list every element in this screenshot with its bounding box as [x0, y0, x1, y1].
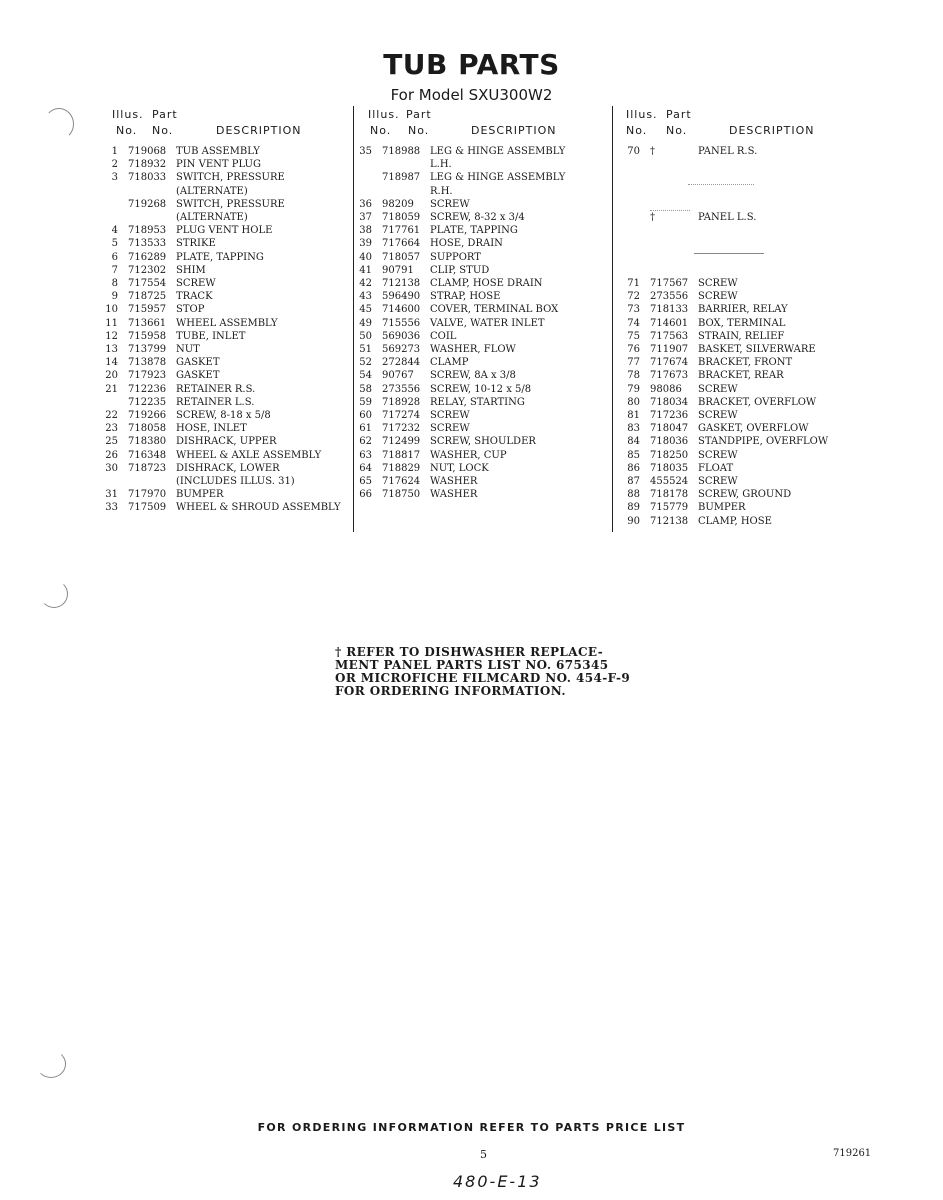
- part-description: SWITCH, PRESSURE: [176, 198, 285, 210]
- part-number: 713533: [128, 238, 167, 250]
- illus-number: 64: [359, 462, 372, 474]
- blank-entry-line: [694, 253, 764, 254]
- illus-number: 83: [627, 423, 640, 435]
- part-description: SCREW: [430, 410, 470, 421]
- part-number: 90791: [382, 264, 414, 276]
- part-description: PLATE, TAPPING: [430, 225, 518, 237]
- illus-number: 5: [111, 238, 118, 250]
- part-label: Part: [152, 108, 178, 121]
- part-number: 713661: [128, 317, 167, 329]
- no-label: No.: [370, 124, 392, 137]
- part-description: SCREW, SHOULDER: [430, 436, 536, 448]
- illus-number: 84: [627, 436, 640, 448]
- blank-entry-line: [650, 210, 690, 211]
- part-number: 569273: [382, 344, 421, 355]
- part-description: HOSE, DRAIN: [430, 238, 503, 250]
- part-description: SUPPORT: [430, 251, 481, 263]
- part-number: 718059: [382, 212, 421, 223]
- part-description: GASKET: [176, 370, 220, 382]
- illus-number: 39: [359, 238, 372, 250]
- illus-number: 90: [627, 515, 640, 527]
- part-number: 718133: [650, 304, 689, 316]
- part-number: 273556: [650, 291, 689, 303]
- part-number: 717624: [382, 476, 421, 487]
- part-number: 272844: [382, 357, 421, 369]
- part-number: 718829: [382, 462, 421, 474]
- description-label: DESCRIPTION: [729, 124, 815, 137]
- part-description: GASKET, OVERFLOW: [698, 423, 809, 435]
- part-description: SCREW: [698, 410, 738, 421]
- footnote-line: FOR ORDERING INFORMATION.: [335, 684, 566, 698]
- illus-number: 62: [359, 436, 372, 448]
- part-description: RELAY, STARTING: [430, 396, 525, 408]
- illus-number: 60: [359, 410, 372, 421]
- part-number: 718035: [650, 462, 689, 474]
- illus-number: 45: [359, 304, 372, 316]
- part-number: 715958: [128, 330, 167, 342]
- part-description: SCREW: [430, 198, 470, 210]
- punch-hole: [40, 580, 68, 608]
- part-number: 718723: [128, 462, 167, 474]
- part-number: 718750: [382, 489, 421, 501]
- part-number: 718725: [128, 291, 167, 303]
- illus-number: 51: [359, 344, 372, 355]
- part-description: DISHRACK, UPPER: [176, 436, 277, 448]
- part-number: 713799: [128, 344, 167, 355]
- part-description: BASKET, SILVERWARE: [698, 344, 816, 355]
- part-number: 712236: [128, 383, 167, 395]
- part-description: WHEEL & AXLE ASSEMBLY: [176, 449, 322, 461]
- part-number: 90767: [382, 370, 414, 382]
- part-description: PLATE, TAPPING: [176, 251, 264, 263]
- illus-number: 76: [627, 344, 640, 355]
- illus-number: 79: [627, 383, 640, 395]
- part-description: SCREW, 8A x 3/8: [430, 370, 516, 382]
- page-title: TUB PARTS: [383, 48, 560, 81]
- footnote-line: OR MICROFICHE FILMCARD NO. 454-F-9: [335, 671, 631, 685]
- part-number: 714601: [650, 317, 689, 329]
- part-description: RETAINER R.S.: [176, 383, 256, 395]
- part-number: 718987: [382, 172, 421, 184]
- description-label: DESCRIPTION: [471, 124, 557, 137]
- page-number: 5: [480, 1148, 487, 1161]
- part-description: CLAMP: [430, 357, 469, 369]
- part-number: 719068: [128, 146, 167, 157]
- no-label: No.: [116, 124, 138, 137]
- part-description: SCREW: [698, 476, 738, 487]
- part-description: SCREW: [698, 383, 738, 395]
- illus-number: 70: [627, 146, 640, 157]
- part-number: 455524: [650, 476, 689, 487]
- part-number: 713878: [128, 357, 167, 369]
- illus-number: 59: [359, 396, 372, 408]
- part-number: 98209: [382, 198, 414, 210]
- part-label: Part: [406, 108, 432, 121]
- part-number: 717970: [128, 489, 167, 501]
- part-description: STRAIN, RELIEF: [698, 330, 785, 342]
- part-number: 717563: [650, 330, 689, 342]
- part-number: 717674: [650, 357, 689, 369]
- part-description: BRACKET, REAR: [698, 370, 784, 382]
- part-description: SCREW: [698, 291, 738, 303]
- part-description: STOP: [176, 304, 205, 316]
- part-description: WHEEL & SHROUD ASSEMBLY: [176, 502, 341, 514]
- illus-number: 75: [627, 330, 640, 342]
- illus-number: 49: [359, 317, 372, 329]
- part-description: SHIM: [176, 264, 206, 276]
- panel-footnote: [335, 646, 635, 698]
- illus-number: 35: [359, 146, 372, 157]
- illus-number: 6: [111, 251, 118, 263]
- part-number: 569036: [382, 330, 421, 342]
- part-description: SCREW: [176, 278, 216, 289]
- part-description: SWITCH, PRESSURE: [176, 172, 285, 184]
- illus-number: 26: [105, 449, 118, 461]
- illus-number: 1: [111, 146, 118, 157]
- part-number: 712138: [382, 278, 421, 289]
- illus-number: 9: [111, 291, 118, 303]
- part-number: 716348: [128, 449, 167, 461]
- part-number: 718250: [650, 449, 689, 461]
- part-number: 712138: [650, 515, 689, 527]
- part-description: NUT, LOCK: [430, 462, 489, 474]
- model-subtitle: For Model SXU300W2: [390, 86, 553, 104]
- part-description: BRACKET, OVERFLOW: [698, 396, 817, 408]
- column-divider: [612, 106, 613, 532]
- part-description: STRIKE: [176, 238, 216, 250]
- column-header: [104, 108, 349, 140]
- illus-number: 13: [105, 344, 118, 355]
- part-description: WASHER: [430, 476, 478, 487]
- illus-number: 86: [627, 462, 640, 474]
- part-number: 718932: [128, 159, 167, 171]
- illus-number: 78: [627, 370, 640, 382]
- illus-number: 20: [105, 370, 118, 382]
- part-number: 717923: [128, 370, 167, 382]
- footnote-line: MENT PANEL PARTS LIST NO. 675345: [335, 658, 609, 672]
- part-number: 98086: [650, 383, 682, 395]
- part-number: 717554: [128, 278, 167, 289]
- part-description: R.H.: [430, 185, 453, 197]
- part-description: STRAP, HOSE: [430, 291, 501, 303]
- part-number: 715957: [128, 304, 167, 316]
- part-number: 718953: [128, 225, 167, 237]
- part-number: 596490: [382, 291, 421, 303]
- part-number: 718047: [650, 423, 689, 435]
- part-description: WASHER: [430, 489, 478, 501]
- part-description: HOSE, INLET: [176, 423, 247, 435]
- no-label: No.: [626, 124, 648, 137]
- part-description: PLUG VENT HOLE: [176, 225, 273, 237]
- illus-number: 33: [105, 502, 118, 514]
- illus-number: 21: [105, 383, 118, 395]
- illus-number: 80: [627, 396, 640, 408]
- column-header: [358, 108, 608, 140]
- part-number: 712235: [128, 396, 167, 408]
- illus-number: 52: [359, 357, 372, 369]
- illus-number: 66: [359, 489, 372, 501]
- parts-column-3: [626, 108, 866, 548]
- illus-label: Illus.: [112, 108, 144, 121]
- part-number: 717236: [650, 410, 689, 421]
- part-number: 718928: [382, 396, 421, 408]
- illus-number: 58: [359, 383, 372, 395]
- part-number: 718178: [650, 489, 689, 501]
- illus-number: 71: [627, 278, 640, 289]
- part-description: WHEEL ASSEMBLY: [176, 317, 278, 329]
- illus-number: 88: [627, 489, 640, 501]
- part-description: (ALTERNATE): [176, 185, 248, 197]
- punch-hole: [36, 1050, 66, 1078]
- part-description: SCREW, 8-18 x 5/8: [176, 410, 271, 421]
- part-number: 717673: [650, 370, 689, 382]
- part-description: BUMPER: [176, 489, 224, 501]
- part-description: BARRIER, RELAY: [698, 304, 788, 316]
- part-number: 712499: [382, 436, 421, 448]
- illus-number: 7: [111, 264, 118, 276]
- punch-hole: [44, 108, 74, 140]
- part-description: DISHRACK, LOWER: [176, 462, 280, 474]
- part-description: BRACKET, FRONT: [698, 357, 793, 369]
- column-header: [626, 108, 866, 140]
- part-number: †: [650, 146, 655, 157]
- part-description: CLAMP, HOSE DRAIN: [430, 278, 543, 289]
- part-number: 719268: [128, 198, 167, 210]
- no-label: No.: [666, 124, 688, 137]
- illus-number: 87: [627, 476, 640, 487]
- illus-number: 2: [111, 159, 118, 171]
- column-divider: [353, 106, 354, 532]
- part-description: COVER, TERMINAL BOX: [430, 304, 559, 316]
- illus-number: 72: [627, 291, 640, 303]
- part-description: CLAMP, HOSE: [698, 515, 772, 527]
- part-number: 711907: [650, 344, 689, 355]
- illus-number: 38: [359, 225, 372, 237]
- illus-number: 3: [111, 172, 118, 184]
- part-number: 719266: [128, 410, 167, 421]
- part-description: TUB ASSEMBLY: [176, 146, 260, 157]
- illus-number: 4: [111, 225, 118, 237]
- illus-number: 8: [111, 278, 118, 289]
- part-description: SCREW: [698, 278, 738, 289]
- part-description: WASHER, FLOW: [430, 344, 516, 355]
- part-number: 714600: [382, 304, 421, 316]
- part-description: FLOAT: [698, 462, 734, 474]
- part-description: PIN VENT PLUG: [176, 159, 261, 171]
- part-number: 715556: [382, 317, 421, 329]
- illus-number: 85: [627, 449, 640, 461]
- part-number: 718988: [382, 146, 421, 157]
- part-number: 716289: [128, 251, 167, 263]
- part-description: SCREW: [430, 423, 470, 435]
- part-label: Part: [666, 108, 692, 121]
- illus-number: 89: [627, 502, 640, 514]
- blank-entry-line: [688, 184, 754, 185]
- part-description: SCREW, 8-32 x 3/4: [430, 212, 525, 223]
- part-description: L.H.: [430, 159, 452, 171]
- illus-number: 30: [105, 462, 118, 474]
- illus-number: 42: [359, 278, 372, 289]
- part-number: 718380: [128, 436, 167, 448]
- illus-number: 31: [105, 489, 118, 501]
- illus-number: 22: [105, 410, 118, 421]
- illus-label: Illus.: [626, 108, 658, 121]
- illus-number: 11: [105, 317, 118, 329]
- illus-number: 63: [359, 449, 372, 461]
- part-number: 717509: [128, 502, 167, 514]
- part-description: BUMPER: [698, 502, 746, 514]
- part-description: STANDPIPE, OVERFLOW: [698, 436, 829, 448]
- part-number: 273556: [382, 383, 421, 395]
- no-label: No.: [152, 124, 174, 137]
- part-description: COIL: [430, 330, 457, 342]
- part-description: PANEL R.S.: [698, 146, 758, 157]
- illus-number: 25: [105, 436, 118, 448]
- part-number: 715779: [650, 502, 689, 514]
- document-number: 719261: [833, 1148, 872, 1159]
- illus-number: 36: [359, 198, 372, 210]
- footnote-line: † REFER TO DISHWASHER REPLACE-: [335, 645, 604, 659]
- part-description: (INCLUDES ILLUS. 31): [176, 476, 295, 487]
- part-description: BOX, TERMINAL: [698, 317, 786, 329]
- part-description: (ALTERNATE): [176, 212, 248, 223]
- part-description: VALVE, WATER INLET: [430, 317, 545, 329]
- illus-number: 73: [627, 304, 640, 316]
- part-description: LEG & HINGE ASSEMBLY: [430, 146, 566, 157]
- illus-number: 43: [359, 291, 372, 303]
- part-number: 717664: [382, 238, 421, 250]
- part-number: 718058: [128, 423, 167, 435]
- illus-number: 14: [105, 357, 118, 369]
- illus-number: 40: [359, 251, 372, 263]
- illus-number: 74: [627, 317, 640, 329]
- part-number: 718817: [382, 449, 421, 461]
- parts-column-2: [358, 108, 608, 528]
- illus-number: 77: [627, 357, 640, 369]
- part-description: TRACK: [176, 291, 213, 303]
- parts-column-1: [104, 108, 349, 528]
- ordering-note: FOR ORDERING INFORMATION REFER TO PARTS PRICE LIST: [257, 1121, 686, 1134]
- illus-number: 23: [105, 423, 118, 435]
- part-number: †: [650, 212, 655, 223]
- illus-number: 12: [105, 330, 118, 342]
- illus-number: 61: [359, 423, 372, 435]
- illus-label: Illus.: [368, 108, 400, 121]
- part-number: 718034: [650, 396, 689, 408]
- part-description: NUT: [176, 344, 200, 355]
- part-description: TUBE, INLET: [176, 330, 246, 342]
- illus-number: 54: [359, 370, 372, 382]
- part-number: 717232: [382, 423, 421, 435]
- handwritten-note: 480-E-13: [453, 1172, 542, 1191]
- part-description: RETAINER L.S.: [176, 396, 255, 408]
- illus-number: 10: [105, 304, 118, 316]
- part-description: SCREW, 10-12 x 5/8: [430, 383, 532, 395]
- part-description: GASKET: [176, 357, 220, 369]
- part-number: 712302: [128, 264, 167, 276]
- illus-number: 41: [359, 264, 372, 276]
- illus-number: 50: [359, 330, 372, 342]
- part-number: 718057: [382, 251, 421, 263]
- part-description: SCREW: [698, 449, 738, 461]
- part-number: 718036: [650, 436, 689, 448]
- part-number: 717761: [382, 225, 421, 237]
- part-number: 718033: [128, 172, 167, 184]
- part-description: WASHER, CUP: [430, 449, 507, 461]
- part-description: SCREW, GROUND: [698, 489, 792, 501]
- illus-number: 37: [359, 212, 372, 223]
- no-label: No.: [408, 124, 430, 137]
- part-description: PANEL L.S.: [698, 212, 757, 223]
- part-description: LEG & HINGE ASSEMBLY: [430, 172, 566, 184]
- illus-number: 81: [627, 410, 640, 421]
- part-number: 717274: [382, 410, 421, 421]
- description-label: DESCRIPTION: [216, 124, 302, 137]
- part-number: 717567: [650, 278, 689, 289]
- part-description: CLIP, STUD: [430, 264, 490, 276]
- illus-number: 65: [359, 476, 372, 487]
